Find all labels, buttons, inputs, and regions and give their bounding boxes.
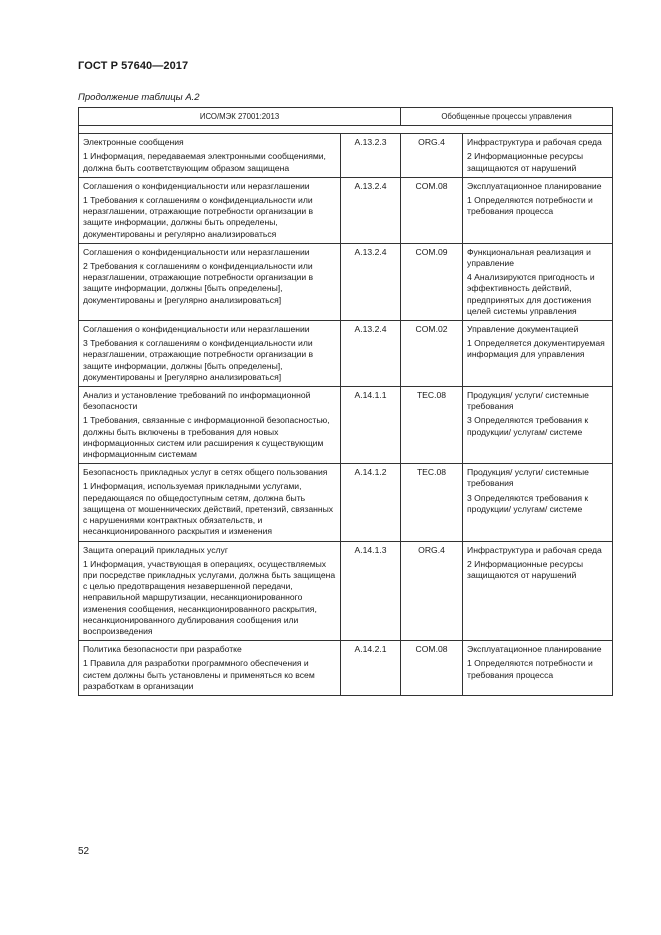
process-title: Продукция/ услуги/ системные требования: [467, 467, 589, 489]
process-title: Управление документацией: [467, 324, 579, 335]
process-cell: [463, 541, 613, 641]
process-title: Функциональная реализация и управление: [467, 246, 591, 269]
process-description: 3 Определяются требования к продукции/ услугам/ системе: [467, 415, 589, 437]
requirement-title: Соглашения о конфиденциальности или неразглашении: [83, 180, 310, 191]
table-row: [79, 321, 613, 387]
process-description: 1 Определяется документируемая информация для управления: [467, 338, 605, 360]
process-code: TEC.08: [401, 387, 463, 464]
requirement-description: 1 Требования к соглашениям о конфиденциальности или неразглашении, отражающие потребности организации в защите информации, должны быть определены, документированы и регулярно анализироваться: [83, 195, 314, 239]
iso-control-ref: A.13.2.4: [341, 177, 401, 243]
table-row: [79, 387, 613, 464]
requirement-title: Политика безопасности при разработке: [83, 644, 242, 655]
process-description: 2 Информационные ресурсы защищаются от нарушений: [467, 558, 584, 580]
requirement-description: 3 Требования к соглашениям о конфиденциальности или неразглашении, отражающие потребности организации в защите информации, должны [быть определены], документированы и [регулярно анализироваться]: [83, 338, 314, 382]
table-row: [79, 177, 613, 243]
process-cell: [463, 464, 613, 541]
process-title: Инфраструктура и рабочая среда: [467, 137, 602, 148]
process-title: Эксплуатационное планирование: [467, 180, 602, 191]
requirement-title: Соглашения о конфиденциальности или неразглашении: [83, 246, 310, 257]
process-code: COM.09: [401, 243, 463, 320]
mapping-table: [78, 107, 613, 696]
requirement-cell: [79, 321, 341, 387]
table-caption: Продолжение таблицы А.2: [78, 92, 200, 103]
iso-control-ref: A.13.2.4: [341, 321, 401, 387]
process-description: 4 Анализируются пригодность и эффективность действий, предпринятых для достижения целей системы управления: [467, 272, 595, 316]
requirement-description: 1 Информация, используемая прикладными услугами, передающаяся по общедоступным сетям, должна быть защищена от мошеннических действий, претензий, связанных с нарушениями контрактных обязательств, и несанкционированного раскрытия и изменения: [83, 481, 334, 537]
requirement-cell: [79, 464, 341, 541]
requirement-cell: [79, 641, 341, 696]
requirement-title: Электронные сообщения: [83, 137, 184, 148]
table-row: [79, 541, 613, 641]
process-description: 1 Определяются потребности и требования процесса: [467, 658, 593, 680]
table-row: [79, 641, 613, 696]
process-description: 2 Информационные ресурсы защищаются от нарушений: [467, 151, 584, 173]
process-code: COM.08: [401, 641, 463, 696]
table-row: [79, 243, 613, 320]
iso-control-ref: A.13.2.3: [341, 134, 401, 178]
requirement-cell: [79, 134, 341, 178]
iso-control-ref: A.14.1.2: [341, 464, 401, 541]
process-description: 1 Определяются потребности и требования процесса: [467, 195, 593, 217]
requirement-description: 1 Правила для разработки программного обеспечения и систем должны быть установлены и применяться ко всем разработкам в организации: [83, 658, 315, 691]
requirement-cell: [79, 387, 341, 464]
requirement-description: 2 Требования к соглашениям о конфиденциальности или неразглашении, отражающие потребности организации в защите информации, должны [быть определены], документированы и [регулярно анализироваться]: [83, 261, 314, 305]
header-processes: Обобщенные процессы управления: [401, 108, 613, 126]
table-row: [79, 134, 613, 178]
iso-control-ref: A.14.1.3: [341, 541, 401, 641]
document-header: ГОСТ Р 57640—2017: [78, 60, 189, 72]
requirement-cell: [79, 541, 341, 641]
process-cell: [463, 387, 613, 464]
table-header-row: [79, 108, 613, 126]
process-code: COM.08: [401, 177, 463, 243]
table-row: [79, 464, 613, 541]
requirement-description: 1 Требования, связанные с информационной безопасностью, должны быть включены в требования для новых информационных систем или расширения к существующим информационным системам: [83, 415, 330, 460]
requirement-title: Соглашения о конфиденциальности или неразглашении: [83, 324, 310, 335]
requirement-title: Безопасность прикладных услуг в сетях общего пользования: [83, 467, 328, 478]
process-code: ORG.4: [401, 134, 463, 178]
requirement-description: 1 Информация, участвующая в операциях, осуществляемых при посредстве прикладных услугами, должна быть защищена с целью предотвращения незавершенной передачи, неправильной маршрутизации, несанкционированного изменения сообщения, несанкционированного раскрытия, несанкционированного дублирования сообщения или воспроизведения: [83, 558, 336, 636]
requirement-description: 1 Информация, передаваемая электронными сообщениями, должна быть соответствующим образом защищена: [83, 151, 326, 173]
requirement-title: Защита операций прикладных услуг: [83, 544, 228, 555]
requirement-title: Анализ и установление требований по информационной безопасности: [83, 390, 311, 412]
process-title: Инфраструктура и рабочая среда: [467, 544, 602, 555]
process-code: COM.02: [401, 321, 463, 387]
iso-control-ref: A.13.2.4: [341, 243, 401, 320]
iso-control-ref: A.14.1.1: [341, 387, 401, 464]
process-title: Эксплуатационное планирование: [467, 644, 602, 655]
process-cell: [463, 321, 613, 387]
iso-control-ref: A.14.2.1: [341, 641, 401, 696]
process-cell: [463, 243, 613, 320]
process-title: Продукция/ услуги/ системные требования: [467, 390, 589, 412]
page-number: 52: [78, 846, 90, 857]
process-description: 3 Определяются требования к продукции/ услугам/ системе: [467, 492, 589, 514]
process-code: ORG.4: [401, 541, 463, 641]
header-iso: ИСО/МЭК 27001:2013: [79, 108, 401, 126]
process-cell: [463, 177, 613, 243]
process-code: TEC.08: [401, 464, 463, 541]
requirement-cell: [79, 177, 341, 243]
requirement-cell: [79, 243, 341, 320]
process-cell: [463, 641, 613, 696]
process-cell: [463, 134, 613, 178]
